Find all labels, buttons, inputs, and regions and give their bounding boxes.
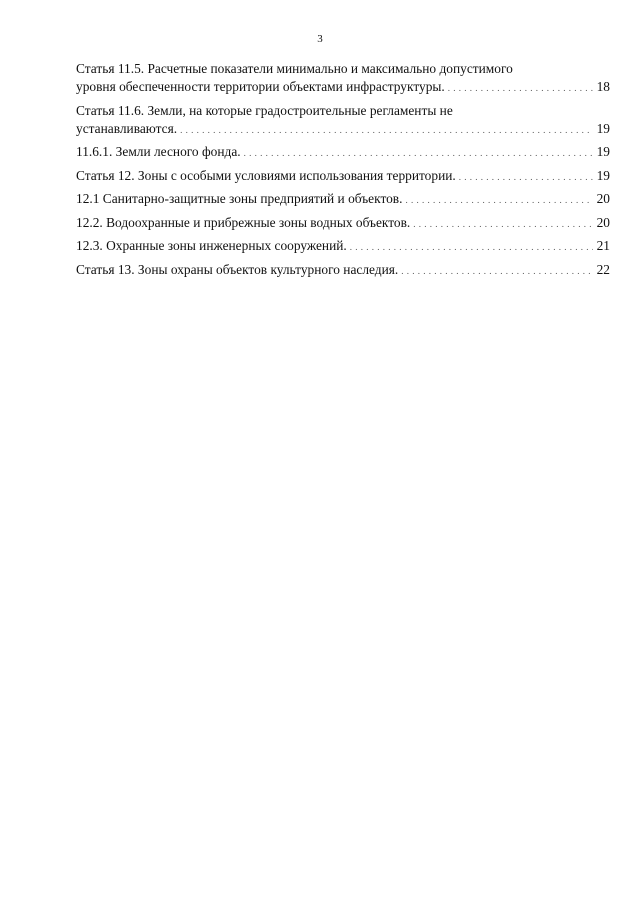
- toc-entry-title-line: Статья 11.6. Земли, на которые градостроительные регламенты не: [76, 102, 453, 118]
- toc-page-number: 19: [596, 120, 610, 136]
- toc-entry-title: устанавливаются.: [76, 120, 178, 136]
- toc-page-number: 19: [596, 167, 610, 183]
- dot-leader: [180, 121, 593, 139]
- toc-page-number: 20: [596, 214, 610, 230]
- toc-entry-title: уровня обеспеченности территории объектами инфраструктуры.: [76, 79, 445, 94]
- page-number: 3: [317, 33, 323, 45]
- toc-entry-12-3[interactable]: [76, 237, 610, 256]
- toc-entry-title: Статья 12. Зоны с особыми условиями использования территории.: [76, 167, 456, 183]
- toc-page-number: 22: [596, 261, 610, 277]
- toc-entry-12[interactable]: [76, 167, 610, 186]
- dot-leader: [244, 144, 593, 162]
- dot-leader: [350, 238, 593, 256]
- toc-entry-13[interactable]: [76, 261, 610, 280]
- dot-leader: [401, 262, 593, 280]
- dot-leader: [459, 168, 593, 186]
- toc-entry-11-6[interactable]: [76, 102, 610, 139]
- toc-page-number: 20: [596, 191, 610, 206]
- toc-entry-12-2[interactable]: [76, 214, 610, 233]
- toc-page-number: 18: [596, 79, 610, 94]
- table-of-contents: [76, 60, 610, 284]
- toc-entry-12-1[interactable]: [76, 190, 610, 209]
- dot-leader: [405, 191, 593, 209]
- toc-page-number: 19: [596, 144, 610, 159]
- toc-entry-title: 12.2. Водоохранные и прибрежные зоны водных объектов.: [76, 214, 411, 230]
- toc-entry-title: Статья 13. Зоны охраны объектов культурного наследия.: [76, 261, 399, 277]
- toc-entry-title: 12.3. Охранные зоны инженерных сооружений.: [76, 238, 347, 253]
- toc-entry-title-line: Статья 11.5. Расчетные показатели минимально и максимально допустимого: [76, 61, 513, 76]
- dot-leader: [448, 79, 593, 97]
- toc-entry-11-6-1[interactable]: [76, 143, 610, 162]
- toc-page-number: 21: [596, 238, 610, 253]
- toc-entry-11-5[interactable]: [76, 60, 610, 97]
- toc-entry-title: 11.6.1. Земли лесного фонда.: [76, 144, 241, 159]
- toc-entry-title: 12.1 Санитарно-защитные зоны предприятий и объектов.: [76, 191, 403, 206]
- dot-leader: [413, 215, 593, 233]
